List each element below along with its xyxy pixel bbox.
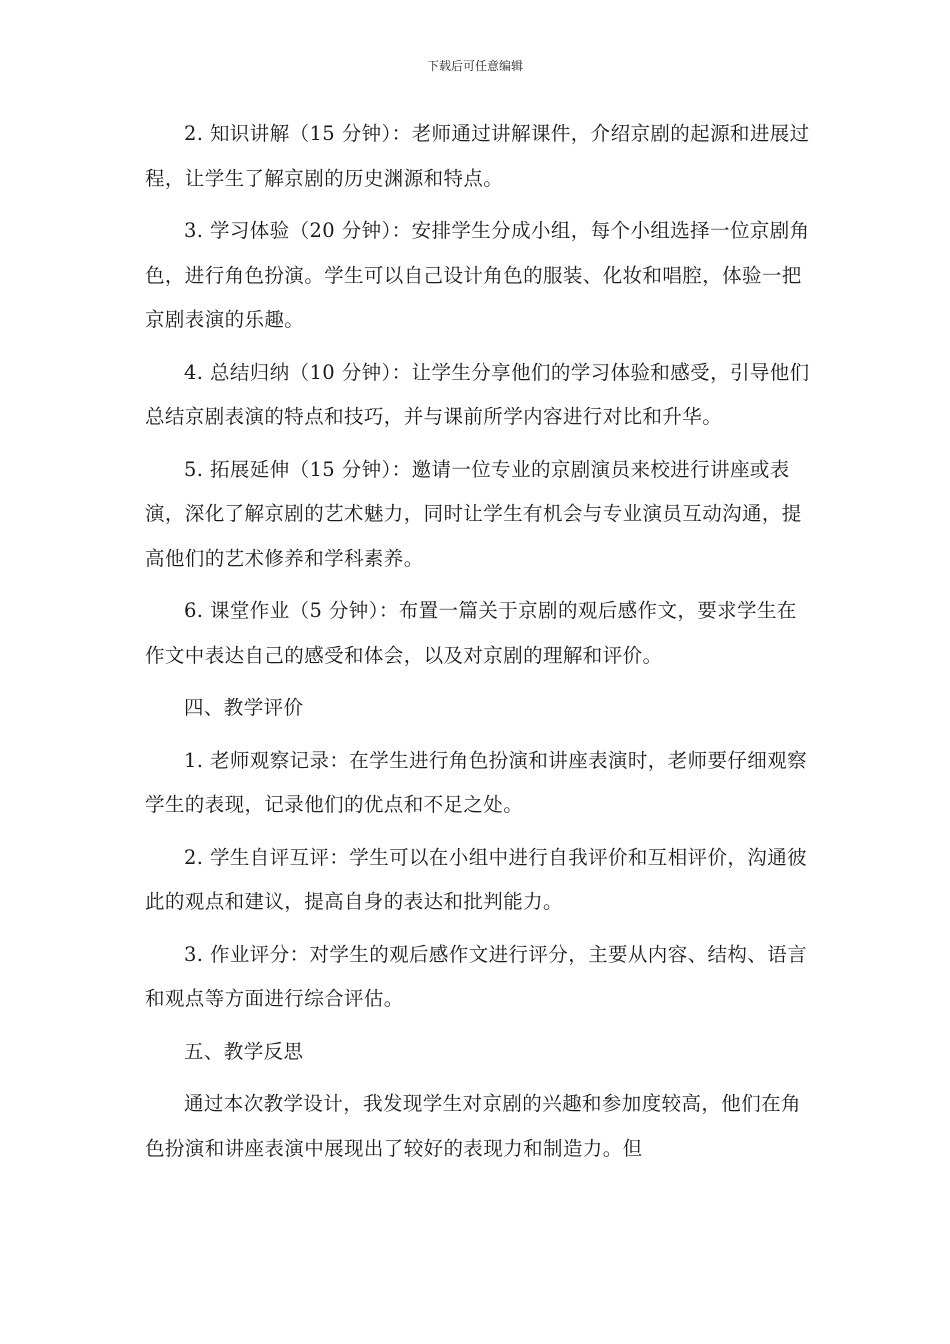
paragraph-homework-grading: 3. 作业评分：对学生的观后感作文进行评分，主要从内容、结构、语言和观点等方面进行综合评估。 — [145, 942, 808, 1010]
section-heading-reflection: 五、教学反思 — [184, 1039, 304, 1063]
paragraph-extension: 5. 拓展延伸（15 分钟）：邀请一位专业的京剧演员来校进行讲座或表演，深化了解京剧的艺术魅力，同时让学生有机会与专业演员互动沟通，提高他们的艺术修养和学科素养。 — [145, 457, 802, 570]
paragraph-reflection: 通过本次教学设计，我发现学生对京剧的兴趣和参加度较高，他们在角色扮演和讲座表演中展现出了较好的表现力和制造力。但 — [145, 1092, 801, 1160]
paragraph-learning-experience: 3. 学习体验（20 分钟）：安排学生分成小组，每个小组选择一位京剧角色，进行角色扮演。学生可以自己设计角色的服装、化妆和唱腔，体验一把京剧表演的乐趣。 — [145, 219, 810, 331]
section-heading-evaluation: 四、教学评价 — [184, 696, 304, 719]
page-header: 下载后可任意编辑 — [426, 59, 523, 73]
paragraph-knowledge-explanation: 2. 知识讲解（15 分钟）：老师通过讲解课件，介绍京剧的起源和进展过程，让学生了解京剧的历史渊源和特点。 — [145, 122, 810, 190]
document-body — [145, 112, 815, 1179]
paragraph-summary: 4. 总结归纳（10 分钟）：让学生分享他们的学习体验和感受，引导他们总结京剧表演的特点和技巧，并与课前所学内容进行对比和升华。 — [145, 360, 810, 428]
paragraph-teacher-observation: 1. 老师观察记录：在学生进行角色扮演和讲座表演时，老师要仔细观察学生的表现，记录他们的优点和不足之处。 — [145, 748, 808, 816]
paragraph-homework: 6. 课堂作业（5 分钟）：布置一篇关于京剧的观后感作文，要求学生在作文中表达自己的感受和体会，以及对京剧的理解和评价。 — [145, 599, 797, 667]
paragraph-peer-evaluation: 2. 学生自评互评：学生可以在小组中进行自我评价和互相评价，沟通彼此的观点和建议，提高自身的表达和批判能力。 — [145, 845, 808, 913]
